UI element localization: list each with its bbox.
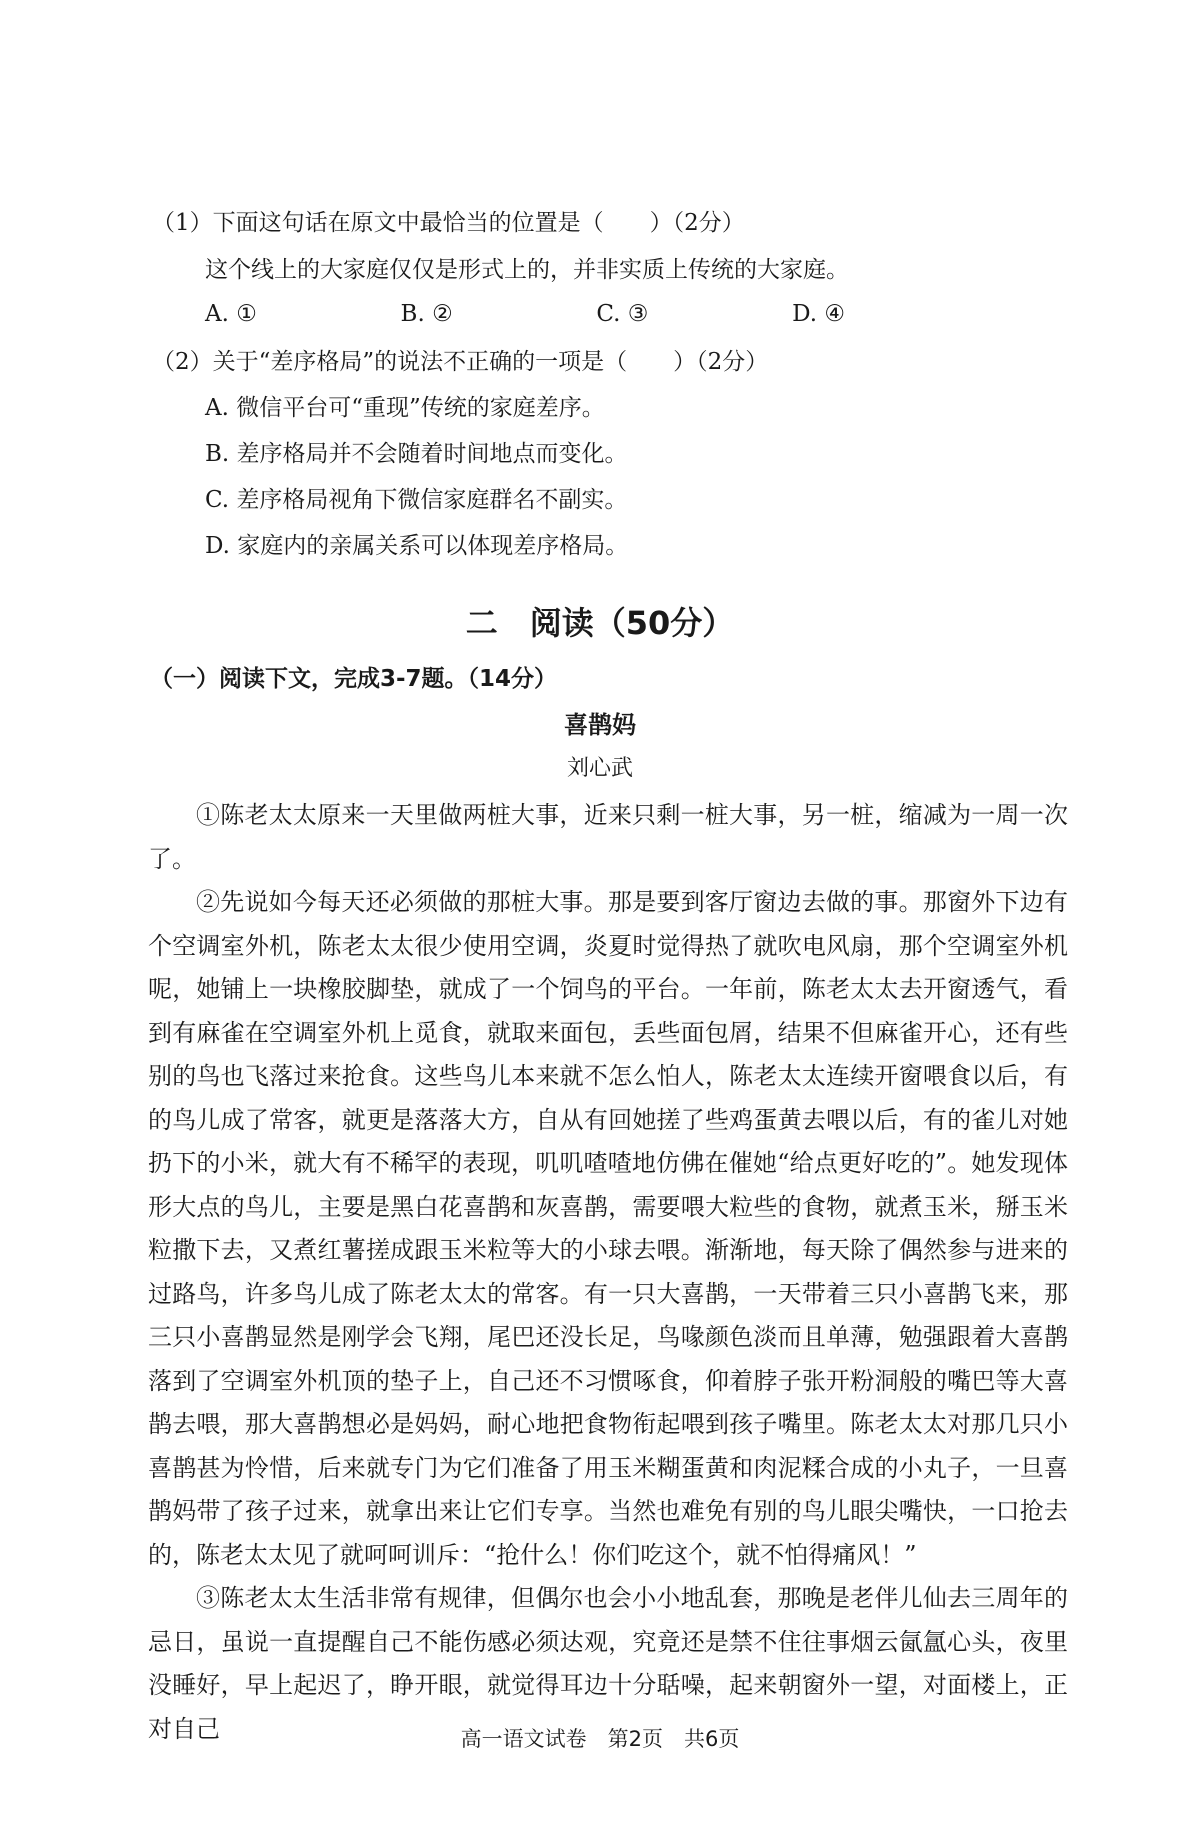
question-2-option-b: B. 差序格局并不会随着时间地点而变化。 — [205, 441, 628, 467]
paragraph-3: ③陈老太太生活非常有规律，但偶尔也会小小地乱套，那晚是老伴儿仙去三周年的忌日，虽说一直提醒自己不能伤感必须达观，究竟还是禁不住往事烟云氤氲心头，夜里没睡好，早上起迟了，睁开眼，就觉得耳边十分聒噪，起来朝窗外一望，对面楼上，正对自己 — [148, 1584, 1068, 1743]
article-author: 刘心武 — [566, 756, 633, 781]
paragraph-2: ②先说如今每天还必须做的那桩大事。那是要到客厅窗边去做的事。那窗外下边有个空调室外机，陈老太太很少使用空调，炎夏时觉得热了就吹电风扇，那个空调室外机呢，她铺上一块橡胶脚垫，就成了一个饲鸟的平台。一年前，陈老太太去开窗透气，看到有麻雀在空调室外机上觅食，就取来面包，丢些面包屑，结果不但麻雀开心，还有些别的鸟也飞落过来抢食。这些鸟儿本来就不怎么怕人，陈老太太连续开窗喂食以后，有的鸟儿成了常客，就更是落落大方，自从有回她搓了些鸡蛋黄去喂以后，有的雀儿对她扔下的小米，就大有不稀罕的表现，叽叽喳喳地仿佛在催她“给点更好吃的”。她发现体形大点的鸟儿，主要是黑白花喜鹊和灰喜鹊，需要喂大粒些的食物，就煮玉米，掰玉米粒撒下去，又煮红薯搓成跟玉米粒等大的小球去喂。渐渐地，每天除了偶然参与进来的过路鸟，许多鸟儿成了陈老太太的常客。有一只大喜鹊，一天带着三只小喜鹊飞来，那三只小喜鹊显然是刚学会飞翔，尾巴还没长足，鸟喙颜色淡而且单薄，勉强跟着大喜鹊落到了空调室外机顶的垫子上，自己还不习惯啄食，仰着脖子张开粉洞般的嘴巴等大喜鹊去喂，那大喜鹊想必是妈妈，耐心地把食物衔起喂到孩子嘴里。陈老太太对那几只小喜鹊甚为怜惜，后来就专门为它们准备了用玉米糊蛋黄和肉泥糅合成的小丸子，一旦喜鹊妈带了孩子过来，就拿出来让它们专享。当然也难免有别的鸟儿眼尖嘴快，一口抢去的，陈老太太见了就呵呵训斥：“抢什么！你们吃这个，就不怕得痛风！” — [148, 888, 1068, 1569]
question-1-title: （1）下面这句话在原文中最恰当的位置是（ ）（2分） — [152, 210, 745, 236]
section-subtitle: （一）阅读下文，完成3-7题。（14分） — [150, 666, 558, 692]
question-2-option-d: D. 家庭内的亲属关系可以体现差序格局。 — [205, 533, 629, 559]
option-b: B. ② — [400, 301, 453, 327]
section-title: 二 阅读（50分） — [465, 604, 735, 642]
option-c: C. ③ — [596, 301, 649, 327]
question-2-title: （2）关于“差序格局”的说法不正确的一项是（ ）（2分） — [152, 349, 769, 375]
question-1-options — [205, 301, 845, 327]
paragraph-1: ①陈老太太原来一天里做两桩大事，近来只剩一桩大事，另一桩，缩减为一周一次了。 — [148, 801, 1068, 873]
article-title: 喜鹊妈 — [564, 711, 636, 739]
question-2-option-a: A. 微信平台可“重现”传统的家庭差序。 — [205, 395, 605, 421]
option-d: D. ④ — [792, 301, 845, 327]
option-a: A. ① — [205, 301, 257, 327]
question-2-option-c: C. 差序格局视角下微信家庭群名不副实。 — [205, 487, 628, 513]
page-footer: 高一语文试卷 第2页 共6页 — [460, 1727, 740, 1751]
question-1-sentence: 这个线上的大家庭仅仅是形式上的，并非实质上传统的大家庭。 — [205, 257, 849, 283]
article-body — [148, 794, 1068, 1751]
